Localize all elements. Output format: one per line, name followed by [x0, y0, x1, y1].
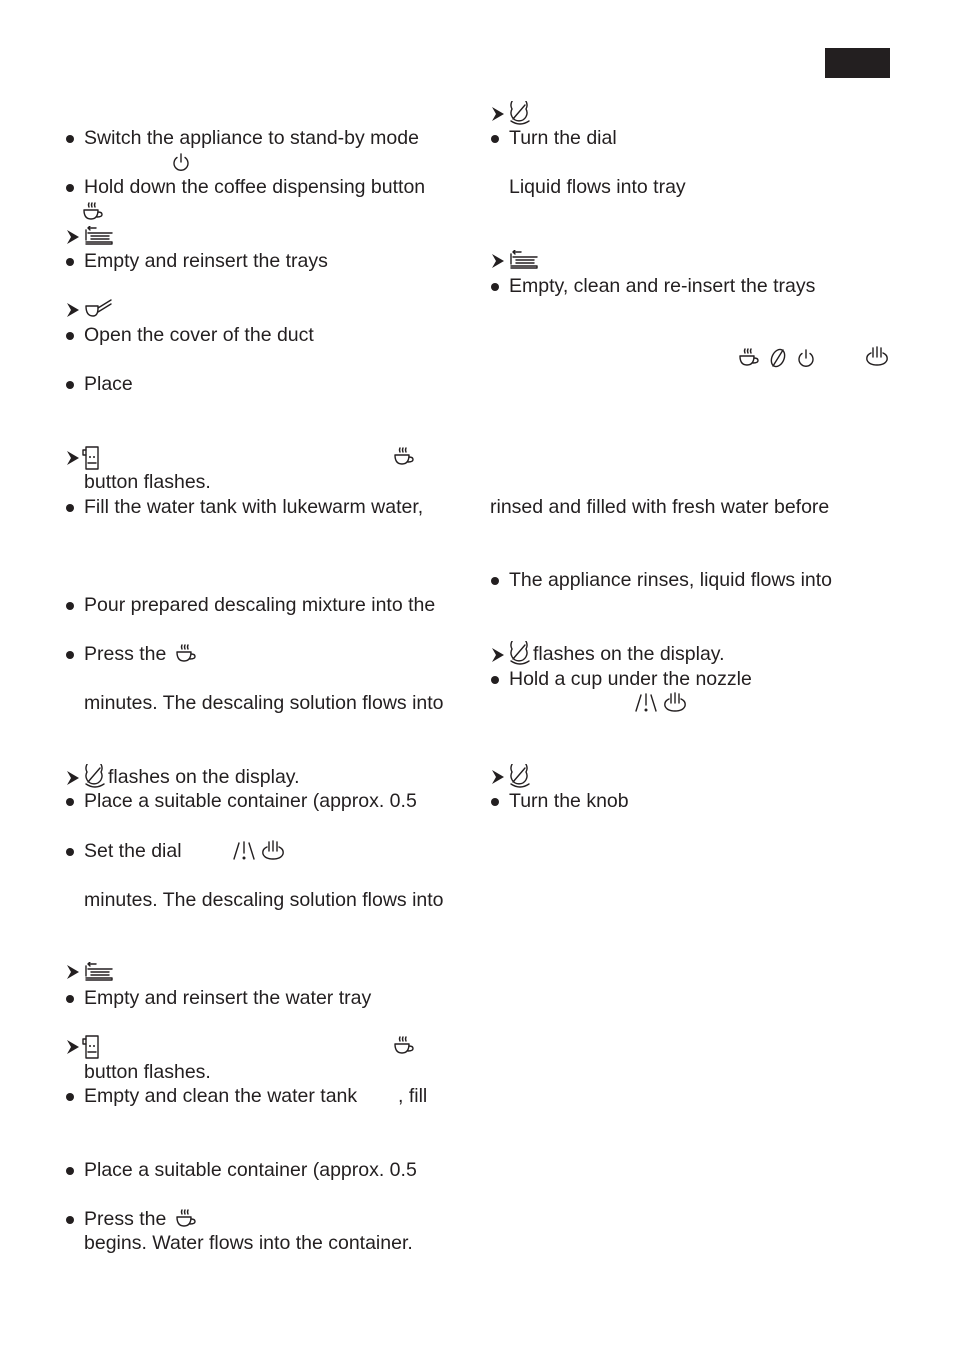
- bullet: [66, 1216, 74, 1224]
- step-empty-trays: Empty and reinsert the trays: [84, 250, 328, 272]
- text-rinsed: rinsed and filled with fresh water before: [490, 496, 830, 518]
- text-minutes: minutes. The descaling solution flows into: [84, 692, 444, 714]
- bullet: [66, 332, 74, 340]
- arrow-marker-icon: [66, 450, 80, 466]
- hot-water-icon: [231, 840, 257, 862]
- step-rinses: The appliance rinses, liquid flows into: [509, 569, 833, 591]
- text-fill: , fill: [398, 1085, 428, 1107]
- step-pour: Pour prepared descaling mixture into the: [84, 594, 436, 616]
- arrow-marker-icon: [491, 106, 505, 122]
- text-begins: begins. Water flows into the container.: [84, 1232, 413, 1254]
- bullet: [66, 651, 74, 659]
- coffee-cup-icon: [738, 347, 760, 369]
- language-tab: [825, 48, 890, 78]
- bullet: [66, 381, 74, 389]
- descale-icon: [84, 764, 106, 790]
- steam-icon: [864, 346, 890, 368]
- step-open-cover: Open the cover of the duct: [84, 324, 314, 346]
- step-press: Press the: [84, 1208, 167, 1230]
- drip-tray-icon: [84, 226, 114, 246]
- step-hold-cup: Hold a cup under the nozzle: [509, 668, 752, 690]
- descale-icon: [509, 101, 531, 127]
- step-hold-down: Hold down the coffee dispensing button: [84, 176, 426, 198]
- step-place-container: Place a suitable container (approx. 0.5: [84, 1159, 417, 1181]
- arrow-marker-icon: [66, 964, 80, 980]
- step-press: Press the: [84, 643, 167, 665]
- bullet: [66, 1167, 74, 1175]
- bullet: [66, 848, 74, 856]
- bullet: [66, 798, 74, 806]
- text-flashes: flashes on the display.: [108, 766, 300, 788]
- drip-tray-icon: [84, 962, 114, 982]
- bullet: [491, 798, 499, 806]
- bullet: [66, 602, 74, 610]
- bullet: [66, 1093, 74, 1101]
- bullet: [66, 184, 74, 192]
- arrow-marker-icon: [66, 1039, 80, 1055]
- step-empty-water-tray: Empty and reinsert the water tray: [84, 987, 372, 1009]
- step-fill-tank: Fill the water tank with lukewarm water,: [84, 496, 424, 518]
- arrow-marker-icon: [66, 770, 80, 786]
- milk-duct-icon: [84, 298, 112, 318]
- water-tank-icon: [82, 1034, 102, 1060]
- bullet: [66, 258, 74, 266]
- bullet: [491, 577, 499, 585]
- steam-icon: [662, 692, 688, 714]
- hot-water-icon: [633, 692, 659, 714]
- power-icon: [171, 152, 191, 172]
- text-liquid-tray: Liquid flows into tray: [509, 176, 686, 198]
- arrow-marker-icon: [66, 229, 80, 245]
- step-place: Place: [84, 373, 133, 395]
- arrow-marker-icon: [491, 769, 505, 785]
- coffee-cup-icon: [175, 1208, 197, 1230]
- step-place-container: Place a suitable container (approx. 0.5: [84, 790, 417, 812]
- water-tank-icon: [82, 445, 102, 471]
- steam-icon: [260, 840, 286, 862]
- step-set-dial: Set the dial: [84, 840, 182, 862]
- bullet: [66, 504, 74, 512]
- bullet: [66, 135, 74, 143]
- text-button-flashes: button flashes.: [84, 471, 211, 493]
- step-standby: Switch the appliance to stand-by mode: [84, 127, 419, 149]
- coffee-cup-icon: [393, 446, 415, 468]
- bullet: [66, 995, 74, 1003]
- step-turn-knob: Turn the knob: [509, 790, 629, 812]
- power-icon: [796, 348, 816, 368]
- coffee-cup-icon: [82, 201, 104, 223]
- coffee-cup-icon: [393, 1035, 415, 1057]
- text-minutes: minutes. The descaling solution flows into: [84, 889, 444, 911]
- drip-tray-icon: [509, 250, 539, 270]
- arrow-marker-icon: [66, 302, 80, 318]
- text-flashes: flashes on the display.: [533, 643, 725, 665]
- descale-icon: [509, 764, 531, 790]
- text-button-flashes: button flashes.: [84, 1061, 211, 1083]
- step-empty-clean-tank: Empty and clean the water tank: [84, 1085, 358, 1107]
- step-turn-dial: Turn the dial: [509, 127, 617, 149]
- bullet: [491, 135, 499, 143]
- bullet: [491, 676, 499, 684]
- arrow-marker-icon: [491, 647, 505, 663]
- descale-icon: [509, 641, 531, 667]
- step-empty-clean-trays: Empty, clean and re-insert the trays: [509, 275, 816, 297]
- bullet: [491, 283, 499, 291]
- coffee-cup-icon: [175, 643, 197, 665]
- coffee-bean-icon: [768, 347, 788, 369]
- arrow-marker-icon: [491, 253, 505, 269]
